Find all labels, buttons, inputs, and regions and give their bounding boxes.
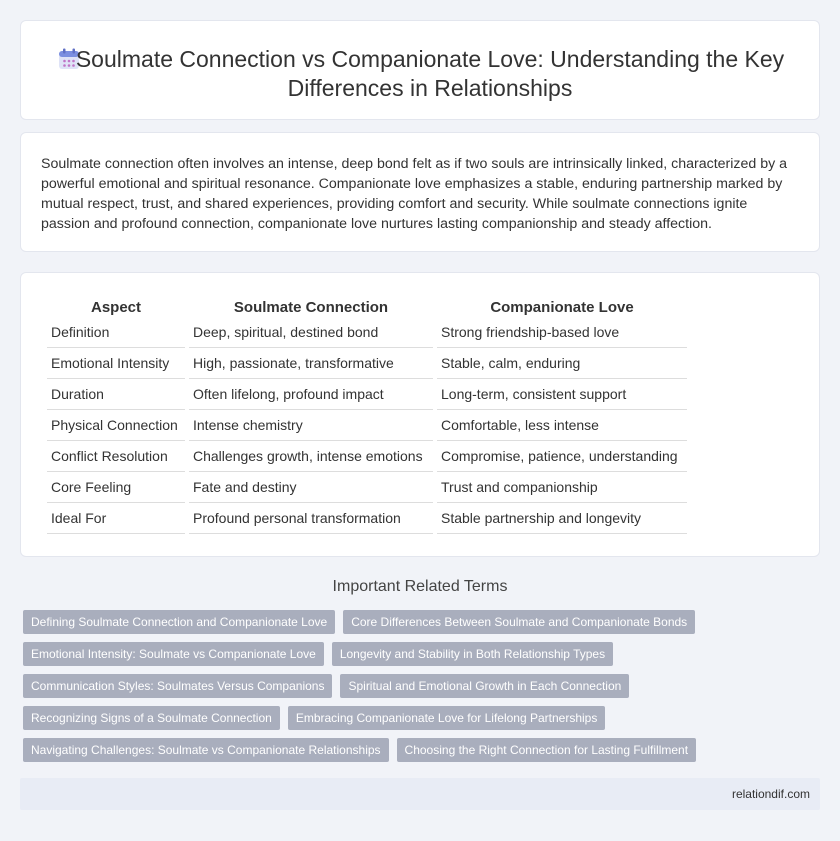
page-title: Soulmate Connection vs Companionate Love: Understanding the Key Differences in Relationships <box>75 46 785 101</box>
table-cell: Intense chemistry <box>189 410 433 441</box>
table-row <box>47 379 687 410</box>
footer <box>20 778 820 810</box>
related-term-link[interactable]: Core Differences Between Soulmate and Companionate Bonds <box>343 610 695 634</box>
table-cell: Ideal For <box>47 503 185 534</box>
table-row <box>47 503 687 534</box>
related-terms-title: Important Related Terms <box>332 578 508 595</box>
summary-card <box>20 132 820 252</box>
table-cell: Fate and destiny <box>189 472 433 503</box>
related-term-link[interactable]: Navigating Challenges: Soulmate vs Companionate Relationships <box>23 738 389 762</box>
footer-site-link[interactable]: relationdif.com <box>731 787 810 801</box>
table-cell: Definition <box>47 317 185 348</box>
related-term-link[interactable]: Defining Soulmate Connection and Companionate Love <box>23 610 335 634</box>
table-header-soulmate: Soulmate Connection <box>233 298 389 316</box>
table-cell: Emotional Intensity <box>47 348 185 379</box>
related-term-link[interactable]: Embracing Companionate Love for Lifelong Partnerships <box>288 706 606 730</box>
table-cell: Physical Connection <box>47 410 185 441</box>
related-term-link[interactable]: Choosing the Right Connection for Lasting Fulfillment <box>397 738 697 762</box>
related-term-link[interactable]: Recognizing Signs of a Soulmate Connection <box>23 706 280 730</box>
table-cell: Stable partnership and longevity <box>437 503 687 534</box>
table-row <box>47 410 687 441</box>
table-cell: Strong friendship-based love <box>437 317 687 348</box>
header-card <box>20 20 820 120</box>
table-cell: Deep, spiritual, destined bond <box>189 317 433 348</box>
table-row <box>47 317 687 348</box>
table-cell: Duration <box>47 379 185 410</box>
table-cell: Long-term, consistent support <box>437 379 687 410</box>
table-cell: Conflict Resolution <box>47 441 185 472</box>
table-cell: Often lifelong, profound impact <box>189 379 433 410</box>
table-row <box>47 441 687 472</box>
comparison-table <box>43 295 691 534</box>
table-cell: Stable, calm, enduring <box>437 348 687 379</box>
related-term-link[interactable]: Spiritual and Emotional Growth in Each Connection <box>340 674 629 698</box>
table-cell: Challenges growth, intense emotions <box>189 441 433 472</box>
table-cell: Comfortable, less intense <box>437 410 687 441</box>
summary-text: Soulmate connection often involves an intense, deep bond felt as if two souls are intrinsically linked, characterized by a powerful emotional and spiritual resonance. Companionate love emphasizes a stable, enduring partnership marked by mutual respect, trust, and shared experiences, providing comfort and security. While soulmate connections ignite passion and profound connection, companionate love nurtures lasting companionship and steady affection. <box>41 156 788 232</box>
related-term-link[interactable]: Emotional Intensity: Soulmate vs Companionate Love <box>23 642 324 666</box>
related-term-link[interactable]: Communication Styles: Soulmates Versus Companions <box>23 674 332 698</box>
related-terms-list <box>23 610 813 770</box>
related-term-link[interactable]: Longevity and Stability in Both Relationship Types <box>332 642 613 666</box>
table-cell: Compromise, patience, understanding <box>437 441 687 472</box>
table-header-aspect: Aspect <box>90 298 142 316</box>
table-cell: Core Feeling <box>47 472 185 503</box>
table-row <box>47 472 687 503</box>
table-row <box>47 348 687 379</box>
table-cell: High, passionate, transformative <box>189 348 433 379</box>
table-cell: Trust and companionship <box>437 472 687 503</box>
comparison-table-card <box>20 272 820 557</box>
table-header-companionate: Companionate Love <box>490 298 634 316</box>
table-cell: Profound personal transformation <box>189 503 433 534</box>
